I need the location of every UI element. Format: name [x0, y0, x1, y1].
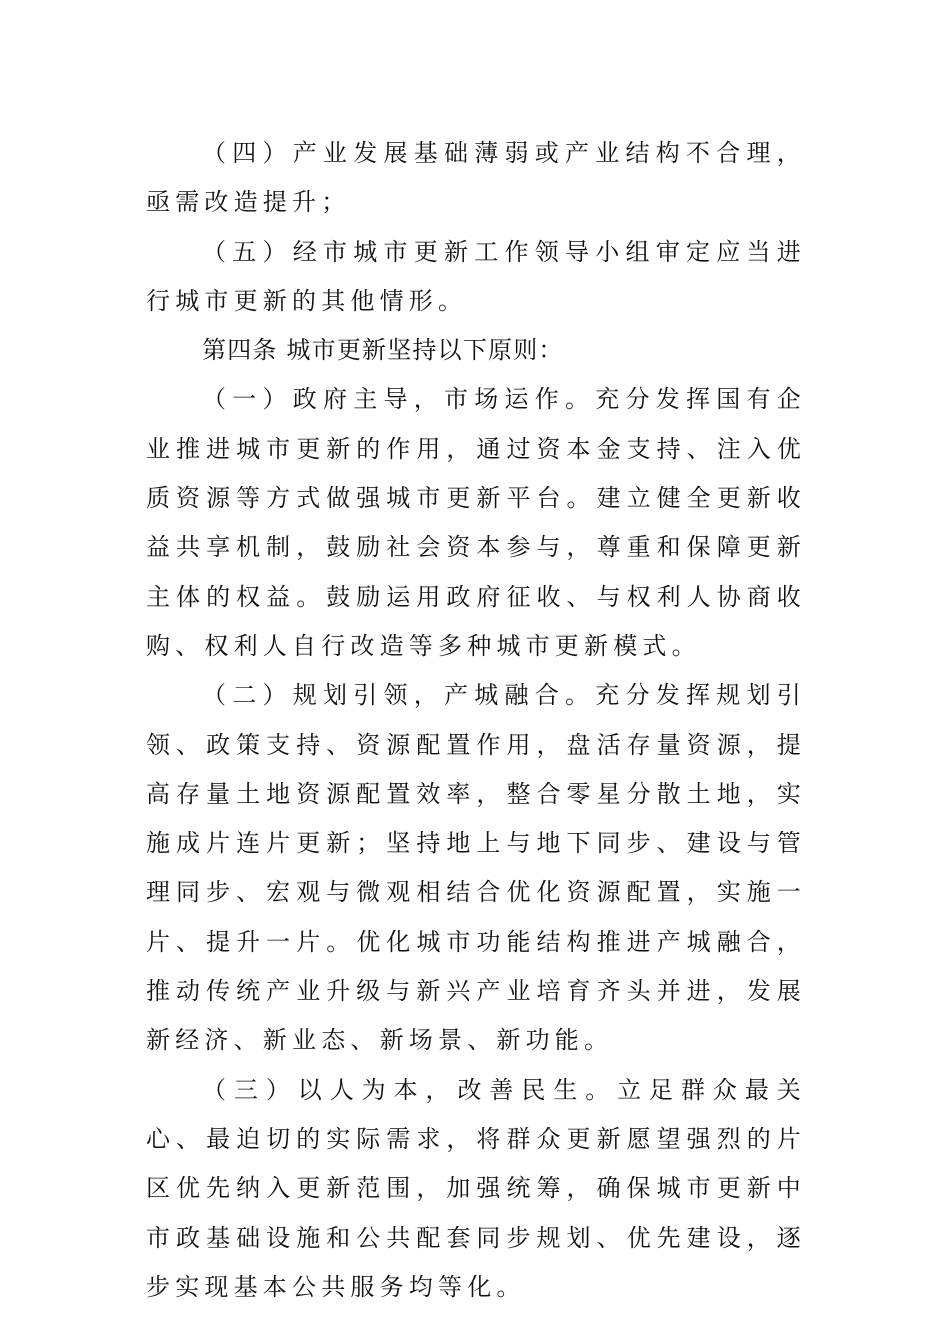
principle-3-paragraph: （三）以人为本，改善民生。立足群众最关心、最迫切的实际需求，将群众更新愿望强烈的片区优先纳入更新范围，加强统筹，确保城市更新中市政基础设施和公共配套同步规划、优先建设，逐步实现基本公共服务均等化。	[146, 1075, 806, 1301]
article-heading: 第四条 城市更新坚持以下原则：	[202, 336, 564, 365]
principle-1-paragraph: （一）政府主导，市场运作。充分发挥国有企业推进城市更新的作用，通过资本金支持、注入优质资源等方式做强城市更新平台。建立健全更新收益共享机制，鼓励社会资本参与，尊重和保障更新主体的权益。鼓励运用政府征收、与权利人协商收购、权利人自行改造等多种城市更新模式。	[146, 385, 806, 660]
document-body	[146, 129, 806, 1312]
principle-2-paragraph: （二）规划引领，产城融合。充分发挥规划引领、政策支持、资源配置作用，盘活存量资源，提高存量土地资源配置效率，整合零星分散土地，实施成片连片更新；坚持地上与地下同步、建设与管理同步、宏观与微观相结合优化资源配置，实施一片、提升一片。优化城市功能结构推进产城融合，推动传统产业升级与新兴产业培育齐头并进，发展新经济、新业态、新场景、新功能。	[146, 681, 806, 1055]
paragraph-item-4: （四）产业发展基础薄弱或产业结构不合理，亟需改造提升；	[146, 139, 806, 217]
paragraph-item-5: （五）经市城市更新工作领导小组审定应当进行城市更新的其他情形。	[146, 237, 806, 315]
